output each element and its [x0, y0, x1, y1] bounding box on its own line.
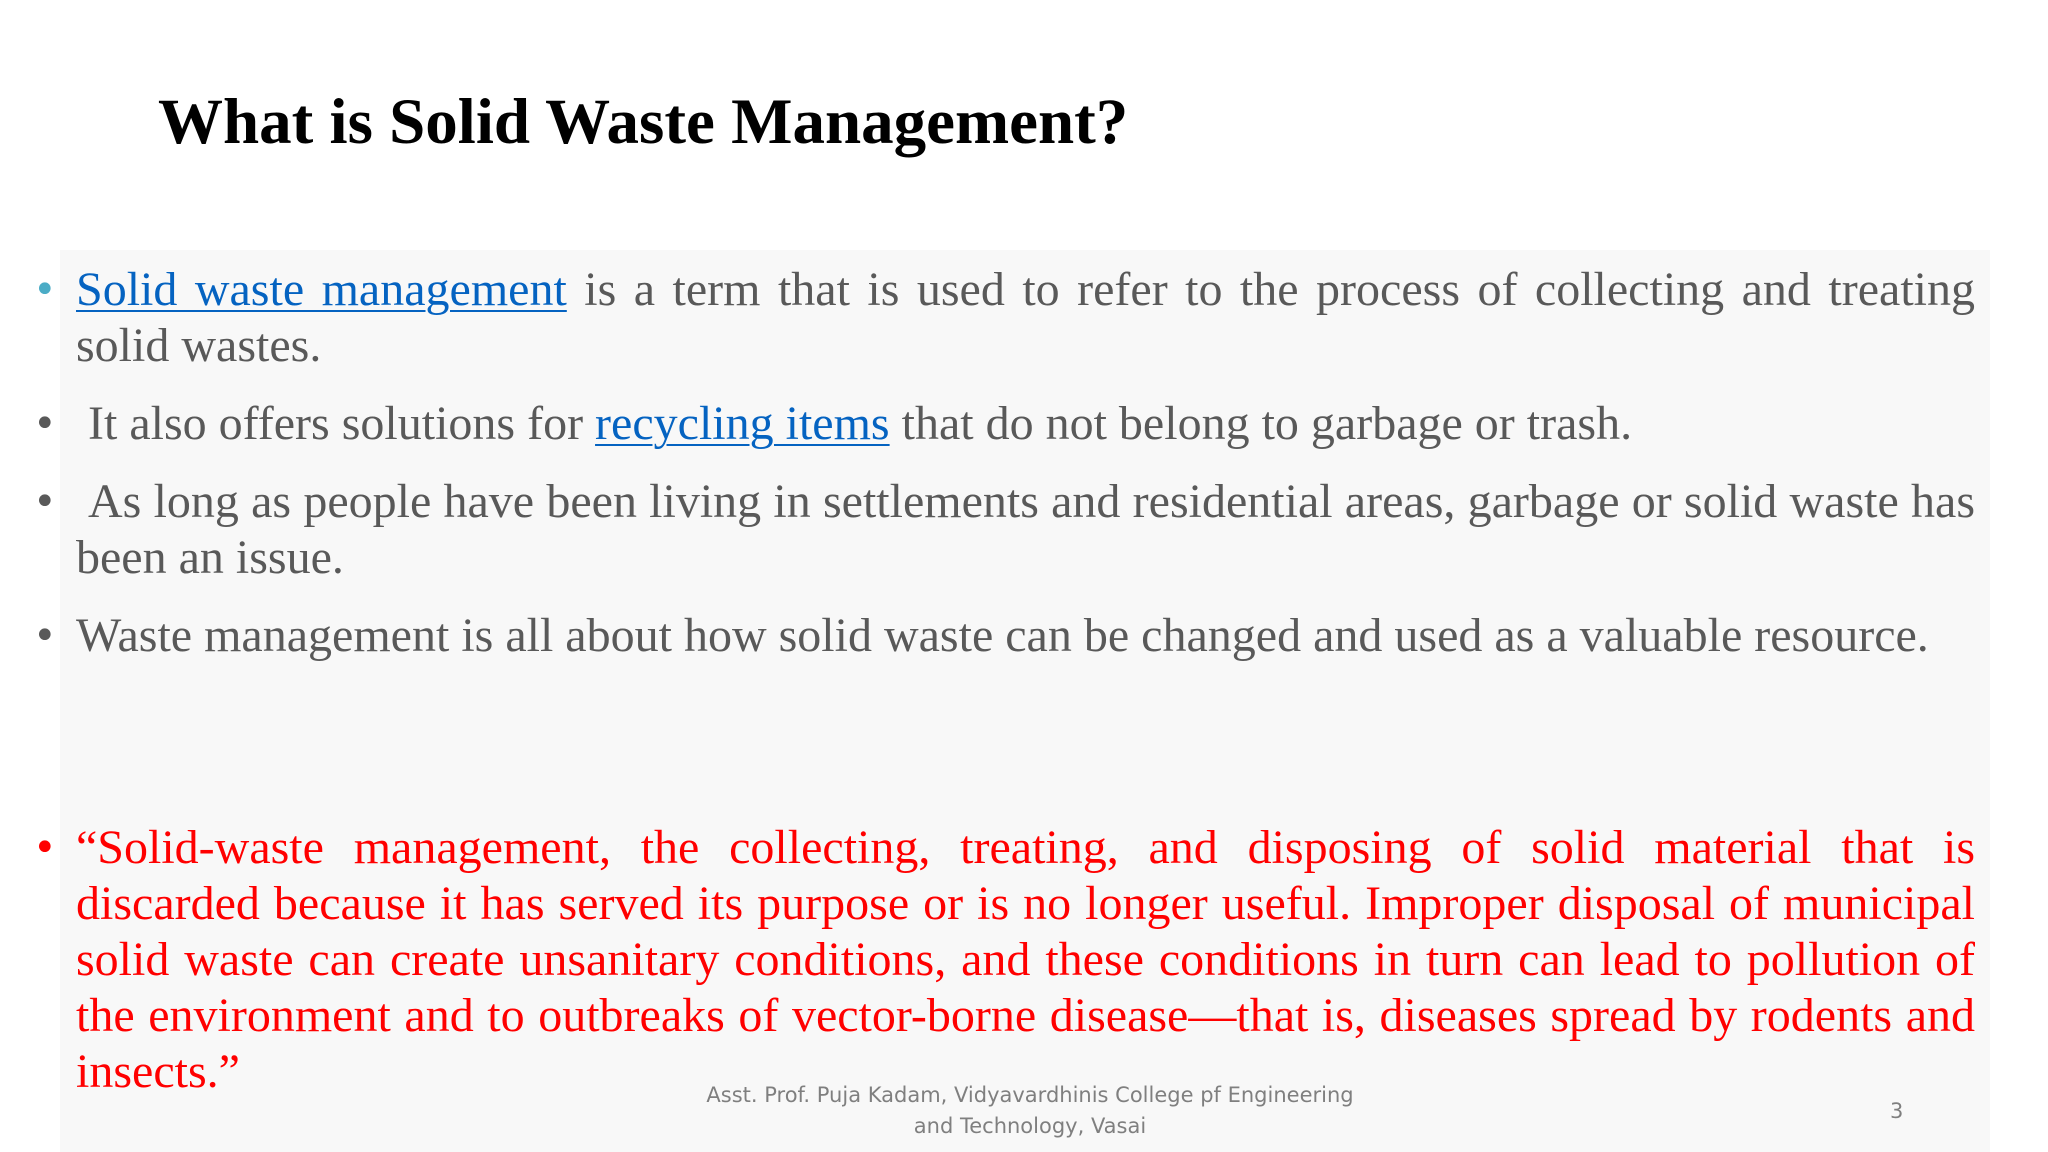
- bullet-item-4: [0, 608, 1975, 664]
- solid-waste-management-link[interactable]: Solid waste management: [76, 263, 567, 316]
- footer-line-1: Asst. Prof. Puja Kadam, Vidyavardhinis College pf Engineering: [706, 1083, 1354, 1107]
- bullet-item-3: [0, 474, 1975, 586]
- slide-title: What is Solid Waste Management?: [158, 86, 1129, 158]
- bullet-item-1: [0, 262, 1975, 374]
- quote-bullet: [0, 820, 1975, 1100]
- bullet-dot-icon: •: [33, 267, 57, 313]
- bullet-item-2: [0, 396, 1975, 452]
- page-number: 3: [1890, 1099, 1904, 1123]
- bullet-4-text: Waste management is all about how solid waste can be changed and used as a valuable resource.: [76, 609, 1929, 662]
- bullet-dot-icon: •: [33, 401, 57, 447]
- quote-text: “Solid-waste management, the collecting, treating, and disposing of solid material that is discarded because it has served its purpose or is no longer useful. Improper disposal of municipal solid waste can create unsanitary conditions, and these conditions in turn can lead to pollution of the environment and to outbreaks of vector-borne disease—that is, diseases spread by rodents and insects.”: [76, 821, 1975, 1098]
- bullet-2-text-before: It also offers solutions for: [88, 397, 596, 450]
- bullet-dot-icon: •: [33, 825, 57, 871]
- bullet-1-text: is a term that is used to refer to the process of collecting and treating solid wastes.: [76, 263, 1975, 372]
- recycling-items-link[interactable]: recycling items: [595, 397, 890, 450]
- bullet-dot-icon: •: [33, 479, 57, 525]
- footer: [700, 1080, 1360, 1142]
- bullet-2-text-after: that do not belong to garbage or trash.: [889, 397, 1633, 450]
- footer-line-2: and Technology, Vasai: [913, 1114, 1147, 1138]
- bullet-3-text: As long as people have been living in settlements and residential areas, garbage or solid waste has been an issue.: [76, 475, 1975, 584]
- bullet-list: [0, 262, 1975, 686]
- bullet-dot-icon: •: [33, 613, 57, 659]
